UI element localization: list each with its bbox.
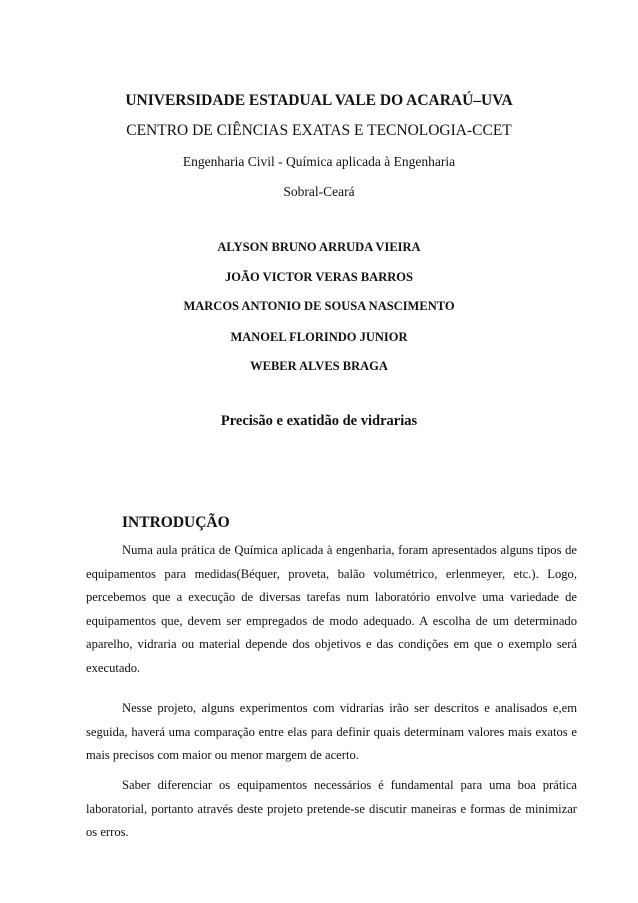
course-name: Engenharia Civil - Química aplicada à Engenharia: [182, 154, 456, 169]
university-name: UNIVERSIDADE ESTADUAL VALE DO ACARAÚ–UVA: [125, 92, 513, 109]
author-name: MANOEL FLORINDO JUNIOR: [230, 330, 408, 344]
section-heading: INTRODUÇÃO: [122, 514, 230, 531]
document-title: Precisão e exatidão de vidrarias: [220, 413, 418, 429]
paragraph: Numa aula prática de Química aplicada à engenharia, foram apresentados alguns tipos de equipamentos para medidas(Béquer, proveta, balão volumétrico, erlenmeyer, etc.). Logo, percebemos que a execução de diversas tarefas num laboratório envolve uma variedade de equipamentos que, devem ser empregados de modo adequado. A escolha de um determinado aparelho, vidraria ou material depende dos objetivos e das condições em que o exemplo será executado.: [86, 543, 577, 675]
author-name: WEBER ALVES BRAGA: [250, 359, 388, 373]
location: Sobral-Ceará: [283, 184, 355, 199]
author-name: MARCOS ANTONIO DE SOUSA NASCIMENTO: [183, 299, 455, 313]
center-name: CENTRO DE CIÊNCIAS EXATAS E TECNOLOGIA-CCET: [126, 122, 512, 139]
paragraph: Saber diferenciar os equipamentos necessários é fundamental para uma boa prática laboratorial, portanto através deste projeto pretende-se discutir maneiras e formas de minimizar os erros.: [86, 778, 577, 839]
author-name: ALYSON BRUNO ARRUDA VIEIRA: [217, 240, 421, 254]
author-name: JOÃO VICTOR VERAS BARROS: [225, 270, 413, 284]
paragraph: Nesse projeto, alguns experimentos com vidrarias irão ser descritos e analisados e,em seguida, haverá uma comparação entre elas para definir quais determinam valores mais exatos e mais precisos com maior ou menor margem de acerto.: [86, 701, 577, 762]
